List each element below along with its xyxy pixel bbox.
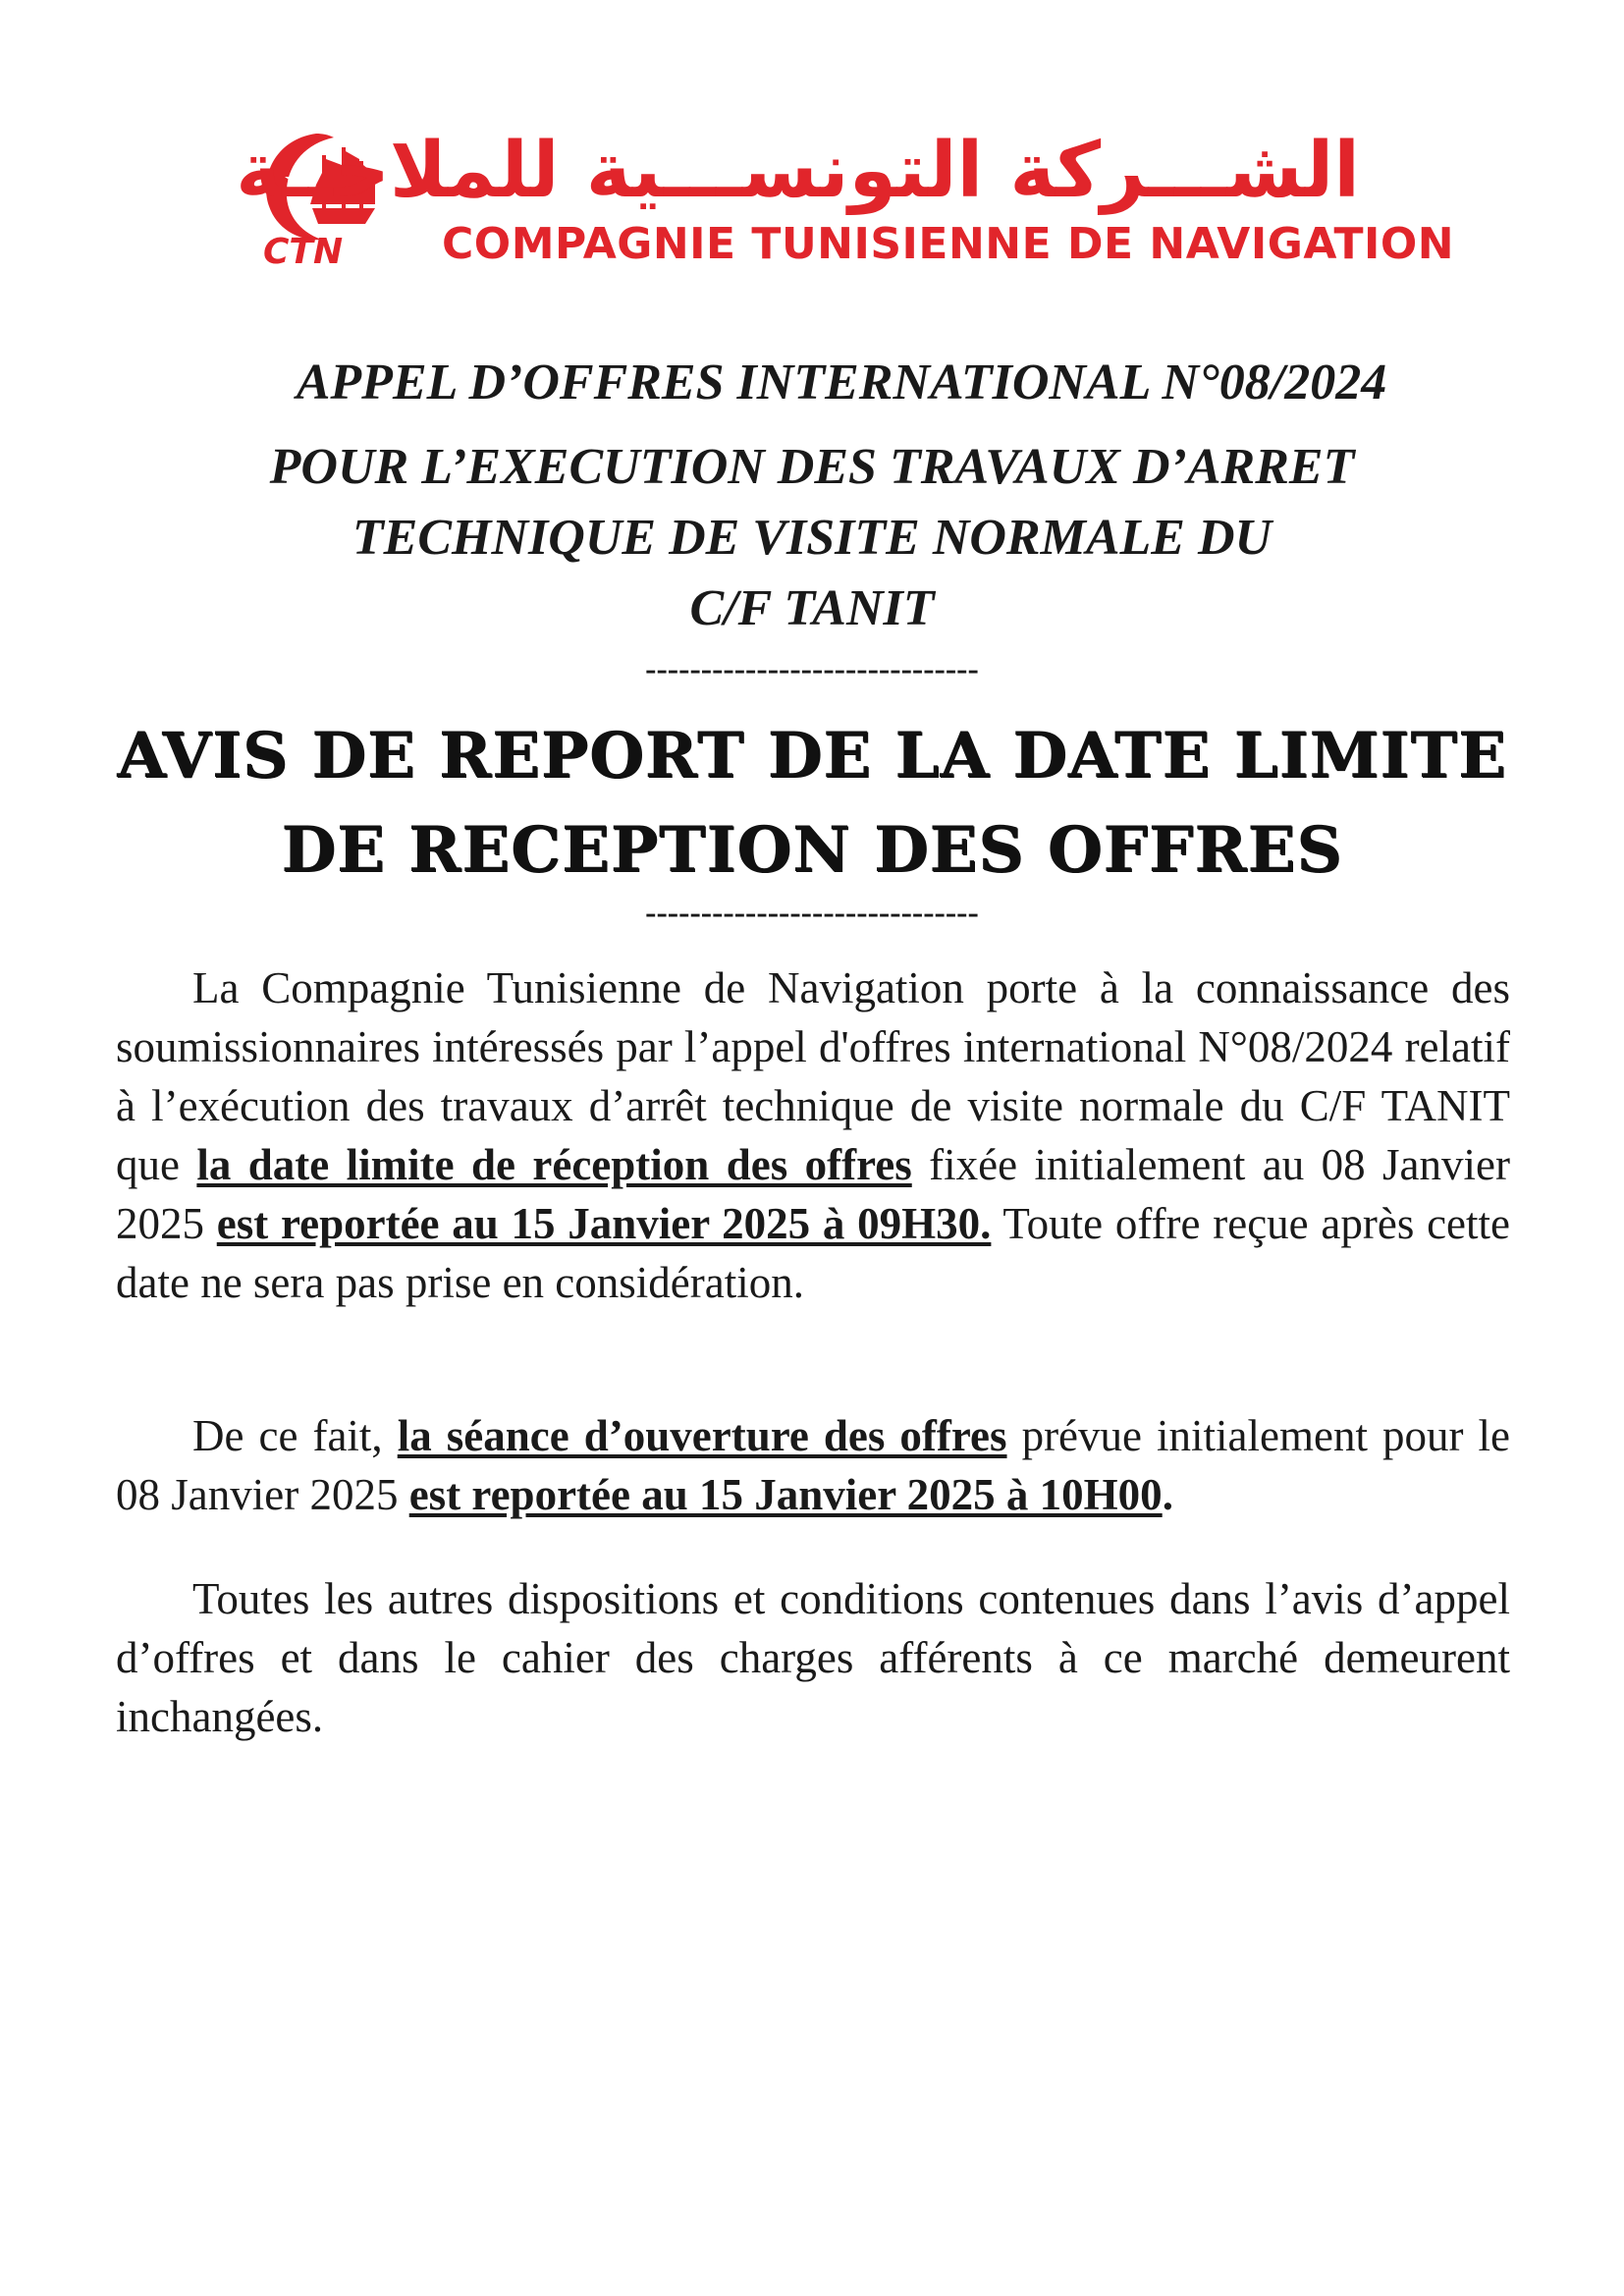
company-logo (236, 126, 1455, 269)
paragraph-1-new-date-emphasis: est reportée au 15 Janvier 2025 à 09H30. (216, 1199, 992, 1248)
logo-arabic-name: الشـــركة التونســـية للملاحــة (236, 127, 1360, 215)
paragraph-2-session-emphasis: la séance d’ouverture des offres (397, 1411, 1007, 1460)
ctn-emblem-text: CTN (263, 232, 344, 269)
subtitle-line-1: POUR L’EXECUTION DES TRAVAUX D’ARRET (269, 439, 1355, 495)
notice-heading-line-1: AVIS DE REPORT DE LA DATE LIMITE (117, 719, 1507, 793)
logo-latin-name: COMPAGNIE TUNISIENNE DE NAVIGATION (442, 219, 1455, 269)
paragraph-1-deadline-emphasis: la date limite de réception des offres (196, 1140, 912, 1189)
tender-subtitle (0, 432, 1624, 644)
paragraph-postponement-deadline (116, 958, 1510, 1312)
separator-bottom: ------------------------------ (645, 895, 979, 931)
subtitle-line-2: TECHNIQUE DE VISITE NORMALE DU (352, 510, 1272, 566)
paragraph-2-intro: De ce fait, (192, 1411, 398, 1460)
paragraph-other-provisions: Toutes les autres dispositions et conditions contenues dans l’avis d’appel d’offres et dans le cahier des charges afférents à ce marché demeurent inchangées. (116, 1574, 1510, 1741)
paragraph-2-middle: prévue initialement pour le 08 Janvier 2025 (116, 1411, 1510, 1519)
paragraph-1-intro: La Compagnie Tunisienne de Navigation porte à la connaissance des soumissionnaires intéressés par l’appel d'offres international N°08/2024 relatif à l’exécution des travaux d’arrêt technique de visite normale du C/F TANIT que (116, 963, 1510, 1189)
paragraph-1-end: Toute offre reçue après cette date ne sera pas prise en considération. (116, 1199, 1510, 1307)
separator-top: ------------------------------ (645, 651, 979, 687)
tender-title: APPEL D’OFFRES INTERNATIONAL N°08/2024 (296, 355, 1387, 410)
subtitle-line-3: C/F TANIT (689, 580, 935, 636)
paragraph-opening-session (116, 1406, 1510, 1524)
paragraph-1-middle: fixée initialement au 08 Janvier 2025 (116, 1140, 1510, 1248)
paragraph-2-new-date-emphasis: est reportée au 15 Janvier 2025 à 10H00 (408, 1470, 1163, 1519)
notice-heading-line-2: DE RECEPTION DES OFFRES (281, 813, 1343, 887)
paragraph-2-end: . (1162, 1470, 1173, 1519)
